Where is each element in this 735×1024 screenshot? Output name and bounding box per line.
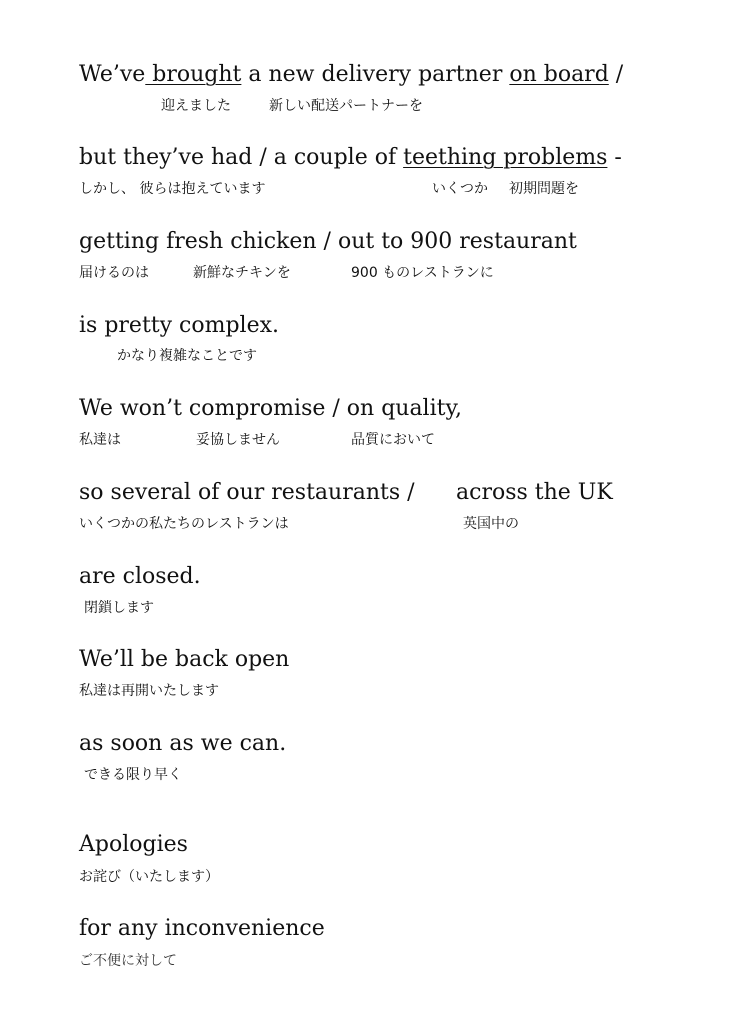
japanese-gloss-5a: 私達は <box>79 432 121 448</box>
english-line-2-part-2: - <box>607 145 622 170</box>
english-line-1-part-2: a new delivery partner <box>241 62 510 87</box>
english-line-2-part-1: but they’ve had / a couple of <box>79 145 404 170</box>
japanese-gloss-2b: いくつか <box>432 181 488 197</box>
underlined-phrase-on-board: on board <box>509 62 609 87</box>
japanese-gloss-3c: 900 ものレストランに <box>351 265 494 281</box>
japanese-gloss-5b: 妥協しません <box>196 432 280 448</box>
japanese-gloss-3b: 新鮮なチキンを <box>193 265 291 281</box>
english-line-9: as soon as we can. <box>79 731 287 756</box>
english-line-6b: across the UK <box>456 480 613 505</box>
english-line-10: Apologies <box>79 832 188 857</box>
japanese-gloss-10: お詫び（いたします） <box>79 869 219 885</box>
english-line-4: is pretty complex. <box>79 313 280 338</box>
english-line-8: We’ll be back open <box>79 647 290 672</box>
underlined-phrase-brought: brought <box>145 62 242 87</box>
english-line-2 <box>79 145 622 171</box>
english-line-1-part-1: We’ve <box>79 62 146 87</box>
japanese-gloss-4: かなり複雑なことです <box>117 348 257 364</box>
japanese-gloss-2a: しかし、 彼らは抱えています <box>79 181 266 197</box>
japanese-gloss-6b: 英国中の <box>463 516 519 532</box>
english-line-6a: so several of our restaurants / <box>79 480 415 505</box>
japanese-gloss-6a: いくつかの私たちのレストランは <box>79 516 289 532</box>
english-line-7: are closed. <box>79 564 201 589</box>
english-line-5: We won’t compromise / on quality, <box>79 396 462 421</box>
japanese-gloss-7: 閉鎖します <box>84 600 154 616</box>
english-line-11: for any inconvenience <box>79 916 325 941</box>
english-line-1 <box>79 62 623 88</box>
japanese-gloss-9: できる限り早く <box>84 767 182 783</box>
japanese-gloss-2c: 初期問題を <box>509 181 579 197</box>
underlined-phrase-teething-problems: teething problems <box>403 145 608 170</box>
japanese-gloss-5c: 品質において <box>351 432 435 448</box>
japanese-gloss-1b: 新しい配送パートナーを <box>269 98 423 114</box>
japanese-gloss-3a: 届けるのは <box>79 265 149 281</box>
english-line-3: getting fresh chicken / out to 900 restaurant <box>79 229 577 254</box>
english-line-1-part-3: / <box>608 62 624 87</box>
japanese-gloss-11: ご不便に対して <box>79 953 177 969</box>
japanese-gloss-1a: 迎えました <box>161 98 231 114</box>
japanese-gloss-8: 私達は再開いたします <box>79 683 219 699</box>
